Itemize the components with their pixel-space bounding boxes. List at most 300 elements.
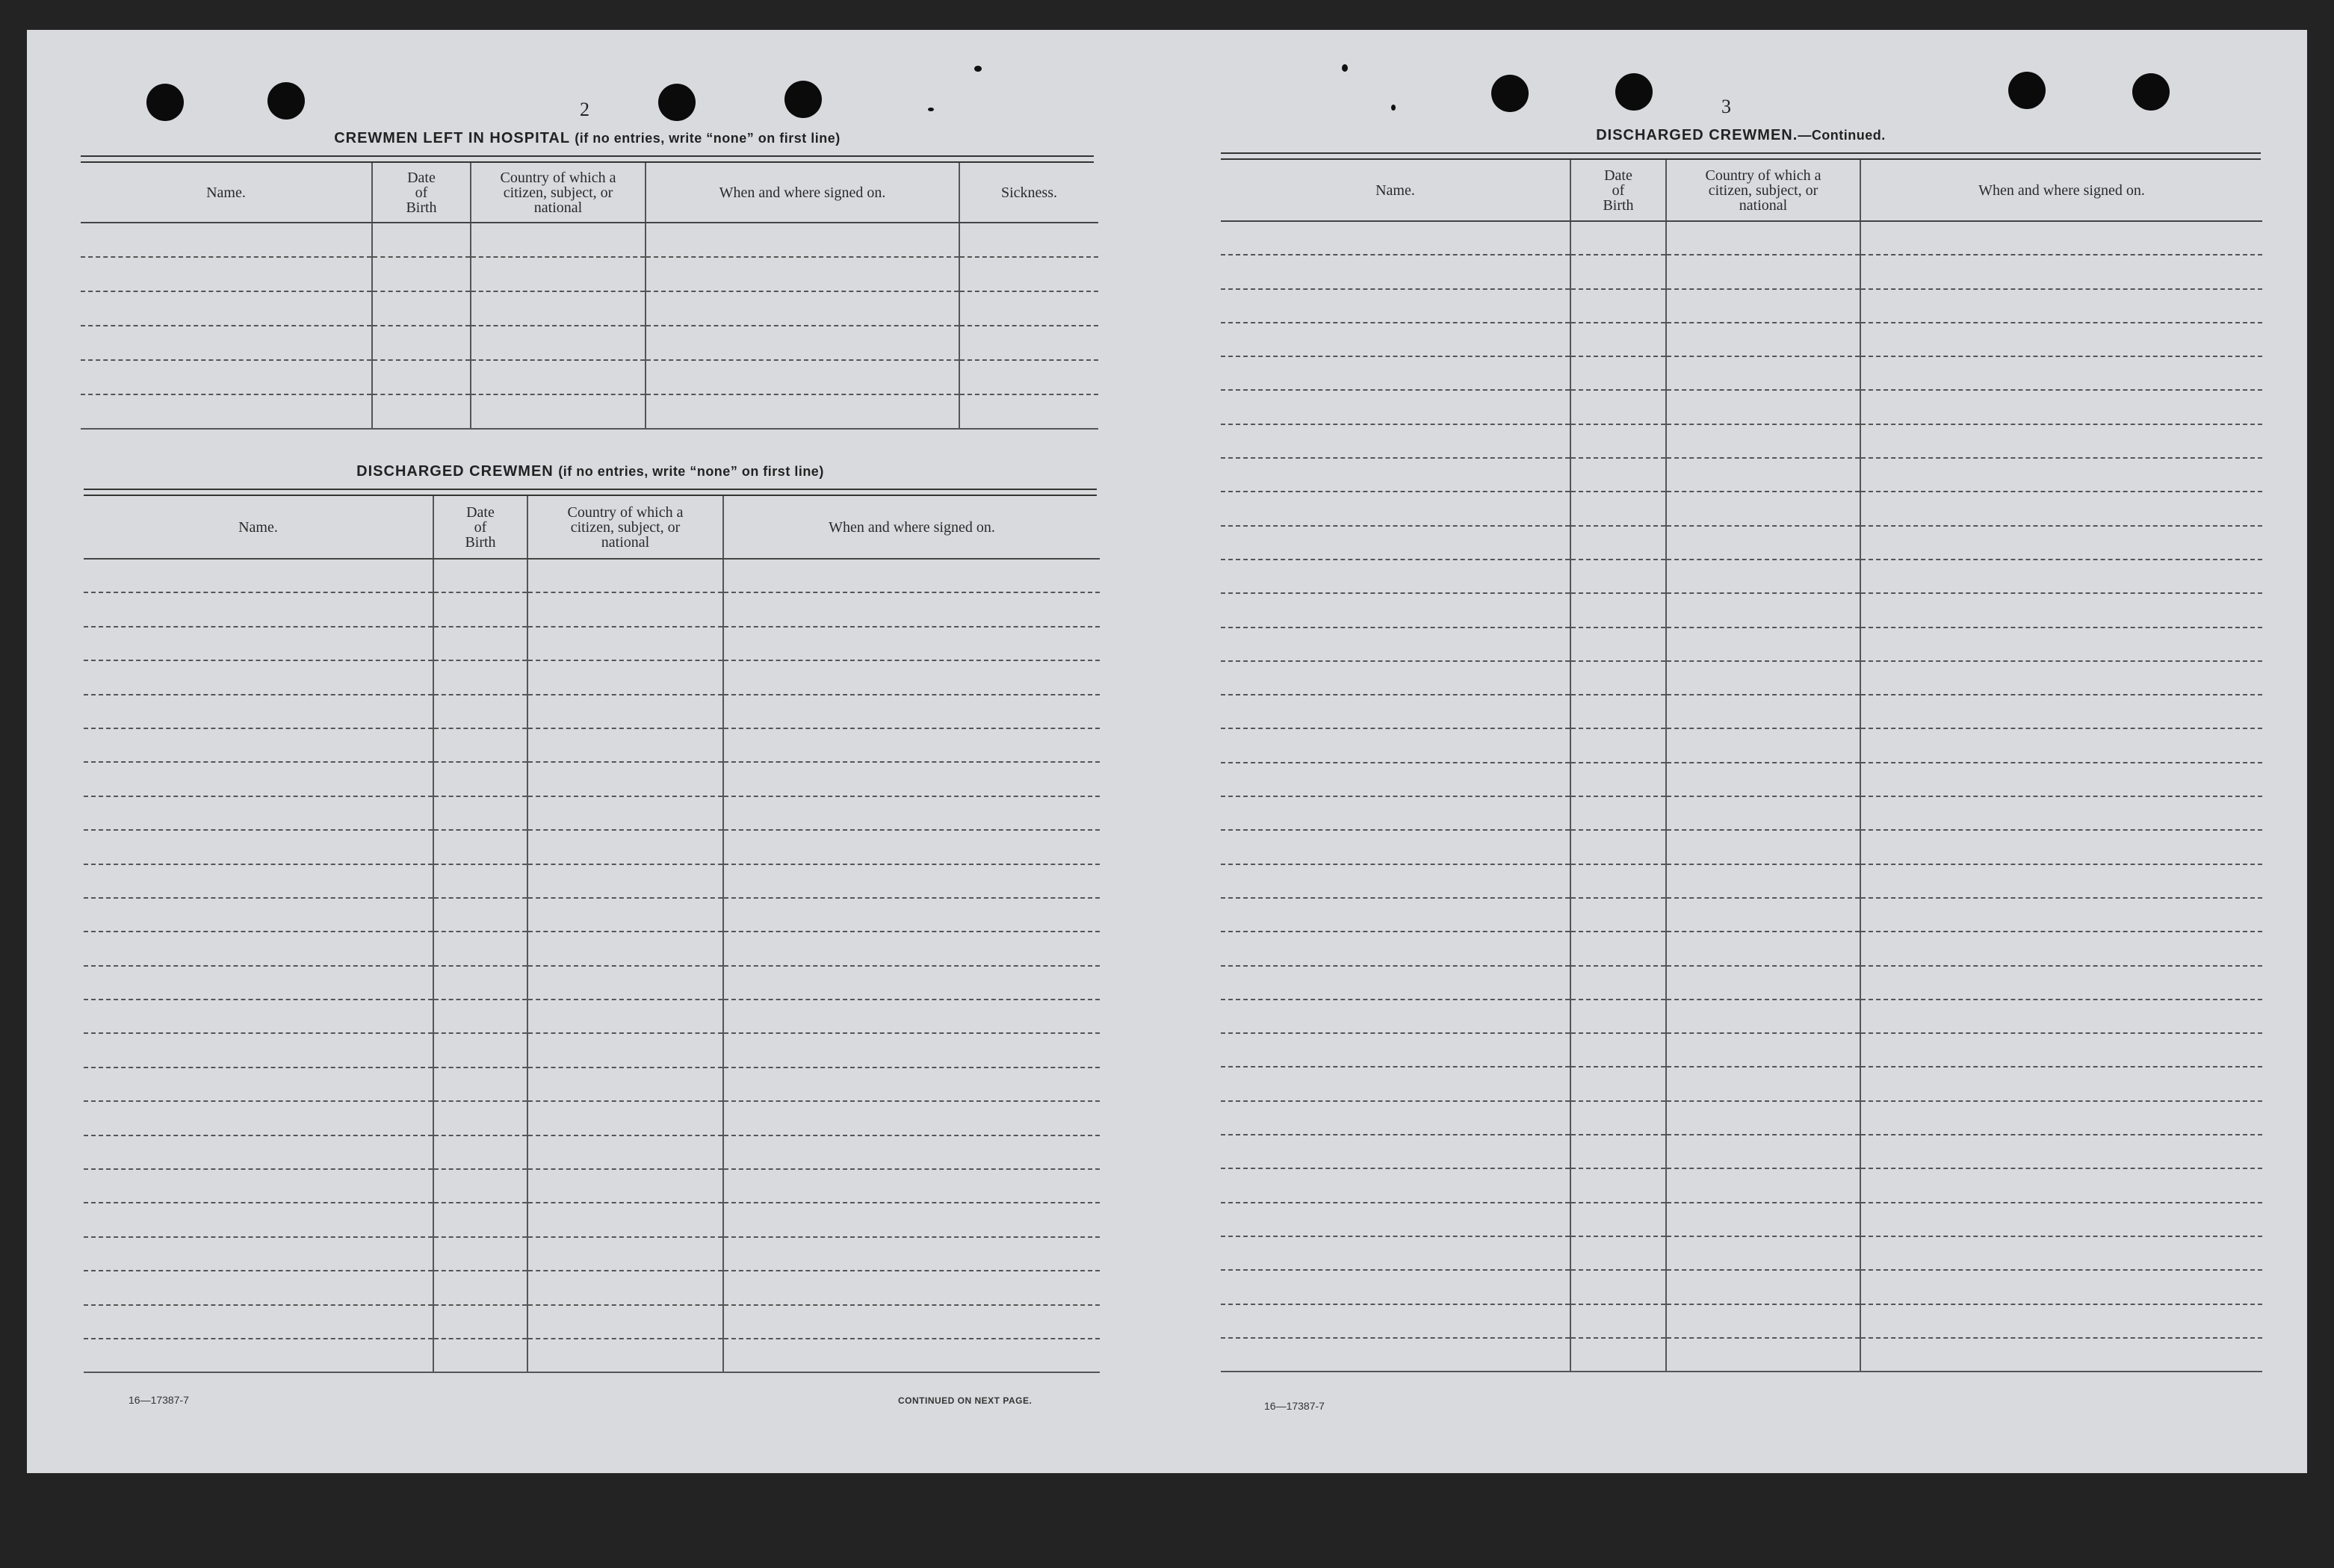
entry-cell-country[interactable]: [1666, 1304, 1860, 1338]
entry-cell-country[interactable]: [1666, 255, 1860, 288]
entry-cell-name[interactable]: [1221, 356, 1570, 390]
entry-cell-date-of-birth[interactable]: [1570, 424, 1666, 458]
entry-cell-country[interactable]: [1666, 526, 1860, 560]
header-line: of: [1612, 182, 1625, 199]
entry-cell-signed-on[interactable]: [1860, 221, 2262, 255]
entry-cell-date-of-birth[interactable]: [372, 394, 471, 429]
entry-cell-name[interactable]: [84, 1169, 433, 1203]
entry-cell-date-of-birth[interactable]: [1570, 560, 1666, 593]
entry-cell-date-of-birth[interactable]: [1570, 898, 1666, 932]
entry-cell-name[interactable]: [84, 1237, 433, 1271]
entry-cell-country[interactable]: [1666, 1000, 1860, 1033]
entry-cell-date-of-birth[interactable]: [433, 728, 527, 762]
table-row: [1221, 1203, 2262, 1236]
entry-cell-date-of-birth[interactable]: [1570, 492, 1666, 525]
entry-cell-country[interactable]: [527, 762, 723, 796]
entry-cell-name[interactable]: [84, 627, 433, 660]
entry-cell-name[interactable]: [1221, 560, 1570, 593]
entry-cell-signed-on[interactable]: [1860, 356, 2262, 390]
entry-cell-country[interactable]: [1666, 1236, 1860, 1270]
table-row: [1221, 255, 2262, 288]
entry-cell-name[interactable]: [84, 1000, 433, 1033]
entry-cell-date-of-birth[interactable]: [433, 1067, 527, 1101]
entry-cell-sickness[interactable]: [959, 291, 1098, 326]
entry-cell-country[interactable]: [527, 966, 723, 1000]
entry-cell-signed-on[interactable]: [723, 1271, 1100, 1304]
entry-cell-name[interactable]: [81, 360, 372, 394]
table-row: [84, 796, 1100, 830]
hospital-table: [81, 163, 1098, 430]
entry-cell-name[interactable]: [84, 830, 433, 864]
entry-cell-signed-on[interactable]: [1860, 830, 2262, 864]
table-row: [84, 1000, 1100, 1033]
entry-cell-signed-on[interactable]: [1860, 1000, 2262, 1033]
table-row: [1221, 1236, 2262, 1270]
entry-cell-signed-on[interactable]: [1860, 728, 2262, 762]
entry-cell-date-of-birth[interactable]: [1570, 323, 1666, 356]
table-row: [1221, 289, 2262, 323]
entry-cell-signed-on[interactable]: [723, 762, 1100, 796]
entry-cell-country[interactable]: [527, 559, 723, 592]
entry-cell-date-of-birth[interactable]: [433, 1271, 527, 1304]
entry-cell-date-of-birth[interactable]: [433, 1169, 527, 1203]
entry-cell-country[interactable]: [471, 394, 646, 429]
discharged-continued-title: [1222, 127, 2259, 144]
table-row: [84, 728, 1100, 762]
entry-cell-signed-on[interactable]: [1860, 1304, 2262, 1338]
entry-cell-name[interactable]: [84, 592, 433, 626]
entry-cell-signed-on[interactable]: [723, 728, 1100, 762]
entry-cell-date-of-birth[interactable]: [1570, 1101, 1666, 1135]
entry-cell-date-of-birth[interactable]: [433, 966, 527, 1000]
entry-cell-date-of-birth[interactable]: [1570, 458, 1666, 492]
entry-cell-name[interactable]: [84, 1271, 433, 1304]
entry-cell-name[interactable]: [1221, 661, 1570, 695]
entry-cell-date-of-birth[interactable]: [1570, 796, 1666, 830]
entry-cell-date-of-birth[interactable]: [1570, 1270, 1666, 1304]
entry-cell-signed-on[interactable]: [1860, 627, 2262, 661]
entry-cell-signed-on[interactable]: [1860, 661, 2262, 695]
entry-cell-signed-on[interactable]: [1860, 1135, 2262, 1168]
table-row: [84, 932, 1100, 965]
entry-cell-country[interactable]: [527, 728, 723, 762]
entry-cell-name[interactable]: [84, 864, 433, 898]
entry-cell-signed-on[interactable]: [646, 291, 959, 326]
entry-cell-country[interactable]: [1666, 932, 1860, 965]
header-line: national: [1739, 196, 1788, 214]
entry-cell-name[interactable]: [1221, 830, 1570, 864]
entry-cell-sickness[interactable]: [959, 394, 1098, 429]
entry-cell-date-of-birth[interactable]: [433, 1237, 527, 1271]
entry-cell-date-of-birth[interactable]: [433, 1135, 527, 1169]
entry-cell-signed-on[interactable]: [723, 1101, 1100, 1135]
entry-cell-country[interactable]: [1666, 1168, 1860, 1202]
entry-cell-date-of-birth[interactable]: [1570, 864, 1666, 898]
entry-cell-signed-on[interactable]: [1860, 1101, 2262, 1135]
entry-cell-country[interactable]: [1666, 356, 1860, 390]
entry-cell-date-of-birth[interactable]: [1570, 1338, 1666, 1372]
entry-cell-date-of-birth[interactable]: [1570, 289, 1666, 323]
entry-cell-name[interactable]: [81, 223, 372, 257]
entry-cell-name[interactable]: [1221, 728, 1570, 762]
entry-cell-date-of-birth[interactable]: [1570, 1203, 1666, 1236]
entry-cell-signed-on[interactable]: [1860, 864, 2262, 898]
entry-cell-country[interactable]: [1666, 864, 1860, 898]
entry-cell-name[interactable]: [1221, 424, 1570, 458]
column-header-signed-on: When and where signed on.: [1860, 160, 2262, 221]
entry-cell-signed-on[interactable]: [723, 1067, 1100, 1101]
entry-cell-country[interactable]: [471, 326, 646, 360]
discharged-header-rule: [84, 489, 1097, 496]
entry-cell-date-of-birth[interactable]: [1570, 695, 1666, 728]
entry-cell-date-of-birth[interactable]: [1570, 830, 1666, 864]
entry-cell-date-of-birth[interactable]: [1570, 1033, 1666, 1067]
entry-cell-country[interactable]: [527, 796, 723, 830]
entry-cell-name[interactable]: [84, 1339, 433, 1372]
entry-cell-date-of-birth[interactable]: [433, 1305, 527, 1339]
entry-cell-date-of-birth[interactable]: [1570, 763, 1666, 796]
entry-cell-country[interactable]: [527, 660, 723, 694]
entry-cell-signed-on[interactable]: [1860, 1236, 2262, 1270]
right-header-rule: [1221, 152, 2261, 160]
entry-cell-date-of-birth[interactable]: [433, 796, 527, 830]
entry-cell-date-of-birth[interactable]: [1570, 966, 1666, 1000]
entry-cell-date-of-birth[interactable]: [1570, 627, 1666, 661]
entry-cell-name[interactable]: [84, 1203, 433, 1236]
entry-cell-signed-on[interactable]: [1860, 492, 2262, 525]
entry-cell-name[interactable]: [1221, 796, 1570, 830]
entry-cell-name[interactable]: [84, 1033, 433, 1067]
entry-cell-name[interactable]: [1221, 593, 1570, 627]
entry-cell-date-of-birth[interactable]: [1570, 728, 1666, 762]
entry-cell-sickness[interactable]: [959, 223, 1098, 257]
table-row: [81, 360, 1098, 394]
discharged-section-title: [84, 463, 1097, 480]
entry-cell-date-of-birth[interactable]: [433, 762, 527, 796]
table-row: [84, 695, 1100, 728]
entry-cell-signed-on[interactable]: [1860, 593, 2262, 627]
entry-cell-signed-on[interactable]: [646, 257, 959, 291]
entry-cell-country[interactable]: [527, 898, 723, 932]
entry-cell-date-of-birth[interactable]: [1570, 1304, 1666, 1338]
entry-cell-name[interactable]: [1221, 932, 1570, 965]
entry-cell-date-of-birth[interactable]: [433, 660, 527, 694]
entry-cell-name[interactable]: [1221, 1270, 1570, 1304]
entry-cell-signed-on[interactable]: [1860, 796, 2262, 830]
entry-cell-signed-on[interactable]: [1860, 1338, 2262, 1372]
entry-cell-signed-on[interactable]: [1860, 1270, 2262, 1304]
entry-cell-country[interactable]: [527, 1271, 723, 1304]
entry-cell-country[interactable]: [527, 695, 723, 728]
table-row: [84, 592, 1100, 626]
entry-cell-country[interactable]: [527, 864, 723, 898]
entry-cell-date-of-birth[interactable]: [372, 291, 471, 326]
entry-cell-name[interactable]: [1221, 255, 1570, 288]
entry-cell-country[interactable]: [527, 830, 723, 864]
entry-cell-date-of-birth[interactable]: [372, 223, 471, 257]
entry-cell-country[interactable]: [527, 1067, 723, 1101]
entry-cell-country[interactable]: [527, 627, 723, 660]
entry-cell-signed-on[interactable]: [723, 1305, 1100, 1339]
entry-cell-signed-on[interactable]: [646, 223, 959, 257]
entry-cell-name[interactable]: [84, 1067, 433, 1101]
entry-cell-country[interactable]: [1666, 661, 1860, 695]
entry-cell-signed-on[interactable]: [646, 360, 959, 394]
table-row: [81, 291, 1098, 326]
entry-cell-date-of-birth[interactable]: [433, 695, 527, 728]
entry-cell-country[interactable]: [1666, 1135, 1860, 1168]
entry-cell-date-of-birth[interactable]: [1570, 526, 1666, 560]
table-row: [1221, 1033, 2262, 1067]
entry-cell-country[interactable]: [1666, 627, 1860, 661]
entry-cell-date-of-birth[interactable]: [1570, 356, 1666, 390]
entry-cell-date-of-birth[interactable]: [1570, 661, 1666, 695]
entry-cell-country[interactable]: [471, 291, 646, 326]
entry-cell-date-of-birth[interactable]: [433, 830, 527, 864]
entry-cell-country[interactable]: [527, 1135, 723, 1169]
entry-cell-sickness[interactable]: [959, 360, 1098, 394]
entry-cell-country[interactable]: [1666, 1033, 1860, 1067]
entry-cell-name[interactable]: [1221, 1101, 1570, 1135]
entry-cell-country[interactable]: [1666, 221, 1860, 255]
entry-cell-country[interactable]: [1666, 492, 1860, 525]
entry-cell-signed-on[interactable]: [1860, 1203, 2262, 1236]
entry-cell-name[interactable]: [1221, 526, 1570, 560]
entry-cell-country[interactable]: [1666, 728, 1860, 762]
entry-cell-name[interactable]: [84, 1305, 433, 1339]
entry-cell-date-of-birth[interactable]: [1570, 1000, 1666, 1033]
entry-cell-signed-on[interactable]: [723, 627, 1100, 660]
entry-cell-country[interactable]: [1666, 593, 1860, 627]
entry-cell-signed-on[interactable]: [723, 796, 1100, 830]
entry-cell-signed-on[interactable]: [1860, 458, 2262, 492]
form-sheet: [27, 30, 2307, 1473]
entry-cell-name[interactable]: [1221, 898, 1570, 932]
entry-cell-date-of-birth[interactable]: [433, 1000, 527, 1033]
table-row: [1221, 424, 2262, 458]
entry-cell-name[interactable]: [1221, 1338, 1570, 1372]
entry-cell-signed-on[interactable]: [1860, 390, 2262, 424]
entry-cell-name[interactable]: [1221, 1000, 1570, 1033]
entry-cell-name[interactable]: [1221, 966, 1570, 1000]
entry-cell-country[interactable]: [1666, 1270, 1860, 1304]
entry-cell-country[interactable]: [1666, 1203, 1860, 1236]
entry-cell-country[interactable]: [1666, 289, 1860, 323]
entry-cell-signed-on[interactable]: [1860, 424, 2262, 458]
entry-cell-country[interactable]: [1666, 966, 1860, 1000]
entry-cell-country[interactable]: [527, 1203, 723, 1236]
entry-cell-signed-on[interactable]: [723, 1000, 1100, 1033]
entry-cell-date-of-birth[interactable]: [1570, 1236, 1666, 1270]
entry-cell-signed-on[interactable]: [723, 1135, 1100, 1169]
table-row: [1221, 1000, 2262, 1033]
column-header-country: [527, 496, 723, 559]
entry-cell-date-of-birth[interactable]: [1570, 390, 1666, 424]
entry-cell-date-of-birth[interactable]: [372, 257, 471, 291]
entry-cell-name[interactable]: [1221, 1203, 1570, 1236]
entry-cell-signed-on[interactable]: [1860, 1168, 2262, 1202]
entry-cell-signed-on[interactable]: [1860, 323, 2262, 356]
entry-cell-signed-on[interactable]: [723, 1033, 1100, 1067]
entry-cell-signed-on[interactable]: [723, 1339, 1100, 1372]
entry-cell-country[interactable]: [1666, 560, 1860, 593]
entry-cell-name[interactable]: [1221, 1033, 1570, 1067]
table-row: [1221, 458, 2262, 492]
entry-cell-date-of-birth[interactable]: [433, 1033, 527, 1067]
entry-cell-date-of-birth[interactable]: [1570, 593, 1666, 627]
entry-cell-sickness[interactable]: [959, 326, 1098, 360]
entry-cell-signed-on[interactable]: [723, 1203, 1100, 1236]
entry-cell-date-of-birth[interactable]: [1570, 221, 1666, 255]
entry-cell-signed-on[interactable]: [1860, 255, 2262, 288]
entry-cell-name[interactable]: [1221, 289, 1570, 323]
entry-cell-signed-on[interactable]: [723, 660, 1100, 694]
form-number-left: 16—17387-7: [129, 1394, 189, 1406]
entry-cell-name[interactable]: [1221, 221, 1570, 255]
entry-cell-date-of-birth[interactable]: [433, 1339, 527, 1372]
entry-cell-date-of-birth[interactable]: [1570, 1067, 1666, 1100]
entry-cell-name[interactable]: [84, 796, 433, 830]
entry-cell-name[interactable]: [1221, 390, 1570, 424]
entry-cell-name[interactable]: [84, 559, 433, 592]
entry-cell-date-of-birth[interactable]: [433, 592, 527, 626]
entry-cell-signed-on[interactable]: [723, 1237, 1100, 1271]
entry-cell-name[interactable]: [84, 966, 433, 1000]
entry-cell-country[interactable]: [1666, 390, 1860, 424]
table-row: [84, 1203, 1100, 1236]
entry-cell-signed-on[interactable]: [723, 695, 1100, 728]
entry-cell-country[interactable]: [1666, 323, 1860, 356]
entry-cell-country[interactable]: [1666, 695, 1860, 728]
entry-cell-country[interactable]: [527, 1000, 723, 1033]
entry-cell-country[interactable]: [527, 1033, 723, 1067]
entry-cell-date-of-birth[interactable]: [433, 559, 527, 592]
entry-cell-signed-on[interactable]: [723, 592, 1100, 626]
entry-cell-name[interactable]: [84, 898, 433, 932]
entry-cell-name[interactable]: [81, 326, 372, 360]
entry-cell-name[interactable]: [1221, 763, 1570, 796]
table-row: [1221, 627, 2262, 661]
entry-cell-sickness[interactable]: [959, 257, 1098, 291]
table-row: [81, 257, 1098, 291]
entry-cell-name[interactable]: [84, 1101, 433, 1135]
entry-cell-signed-on[interactable]: [1860, 695, 2262, 728]
entry-cell-signed-on[interactable]: [1860, 898, 2262, 932]
entry-cell-name[interactable]: [1221, 695, 1570, 728]
entry-cell-date-of-birth[interactable]: [433, 864, 527, 898]
entry-cell-country[interactable]: [471, 257, 646, 291]
entry-cell-name[interactable]: [84, 660, 433, 694]
entry-cell-date-of-birth[interactable]: [1570, 1168, 1666, 1202]
entry-cell-signed-on[interactable]: [723, 1169, 1100, 1203]
entry-cell-date-of-birth[interactable]: [1570, 932, 1666, 965]
entry-cell-date-of-birth[interactable]: [433, 1101, 527, 1135]
entry-cell-country[interactable]: [471, 360, 646, 394]
entry-cell-name[interactable]: [1221, 492, 1570, 525]
entry-cell-signed-on[interactable]: [1860, 1067, 2262, 1100]
entry-cell-name[interactable]: [1221, 1067, 1570, 1100]
entry-cell-signed-on[interactable]: [1860, 763, 2262, 796]
entry-cell-country[interactable]: [527, 592, 723, 626]
entry-cell-name[interactable]: [1221, 627, 1570, 661]
ink-speck: [1391, 105, 1396, 111]
entry-cell-signed-on[interactable]: [1860, 289, 2262, 323]
table-row: [84, 660, 1100, 694]
entry-cell-date-of-birth[interactable]: [433, 1203, 527, 1236]
entry-cell-date-of-birth[interactable]: [1570, 1135, 1666, 1168]
entry-cell-country[interactable]: [527, 1237, 723, 1271]
entry-cell-name[interactable]: [81, 291, 372, 326]
table-row: [84, 966, 1100, 1000]
entry-cell-name[interactable]: [84, 695, 433, 728]
entry-cell-country[interactable]: [527, 1169, 723, 1203]
entry-cell-signed-on[interactable]: [1860, 1033, 2262, 1067]
entry-cell-signed-on[interactable]: [1860, 932, 2262, 965]
entry-cell-date-of-birth[interactable]: [433, 627, 527, 660]
entry-cell-name[interactable]: [1221, 1135, 1570, 1168]
entry-cell-country[interactable]: [527, 1305, 723, 1339]
entry-cell-country[interactable]: [1666, 796, 1860, 830]
entry-cell-country[interactable]: [1666, 424, 1860, 458]
entry-cell-country[interactable]: [1666, 763, 1860, 796]
entry-cell-signed-on[interactable]: [646, 326, 959, 360]
entry-cell-date-of-birth[interactable]: [372, 360, 471, 394]
entry-cell-country[interactable]: [1666, 830, 1860, 864]
punch-hole: [2132, 73, 2170, 111]
entry-cell-signed-on[interactable]: [1860, 560, 2262, 593]
entry-cell-country[interactable]: [1666, 458, 1860, 492]
entry-cell-country[interactable]: [471, 223, 646, 257]
entry-cell-date-of-birth[interactable]: [433, 898, 527, 932]
entry-cell-signed-on[interactable]: [723, 932, 1100, 965]
entry-cell-name[interactable]: [1221, 458, 1570, 492]
entry-cell-date-of-birth[interactable]: [1570, 255, 1666, 288]
entry-cell-country[interactable]: [527, 932, 723, 965]
entry-cell-signed-on[interactable]: [723, 966, 1100, 1000]
entry-cell-name[interactable]: [1221, 1236, 1570, 1270]
entry-cell-country[interactable]: [527, 1339, 723, 1372]
entry-cell-name[interactable]: [84, 932, 433, 965]
entry-cell-signed-on[interactable]: [723, 830, 1100, 864]
entry-cell-date-of-birth[interactable]: [433, 932, 527, 965]
entry-cell-name[interactable]: [1221, 323, 1570, 356]
table-row: [84, 864, 1100, 898]
entry-cell-country[interactable]: [1666, 1067, 1860, 1100]
entry-cell-country[interactable]: [1666, 1338, 1860, 1372]
entry-cell-country[interactable]: [1666, 898, 1860, 932]
entry-cell-signed-on[interactable]: [646, 394, 959, 429]
entry-cell-name[interactable]: [84, 762, 433, 796]
entry-cell-signed-on[interactable]: [723, 864, 1100, 898]
entry-cell-signed-on[interactable]: [1860, 966, 2262, 1000]
table-row: [1221, 221, 2262, 255]
entry-cell-name[interactable]: [84, 728, 433, 762]
entry-cell-name[interactable]: [81, 257, 372, 291]
entry-cell-date-of-birth[interactable]: [372, 326, 471, 360]
entry-cell-signed-on[interactable]: [723, 559, 1100, 592]
entry-cell-signed-on[interactable]: [723, 898, 1100, 932]
header-line: Birth: [465, 533, 496, 551]
header-line: Country of which a: [500, 169, 616, 186]
entry-cell-country[interactable]: [527, 1101, 723, 1135]
entry-cell-name[interactable]: [84, 1135, 433, 1169]
entry-cell-name[interactable]: [1221, 864, 1570, 898]
entry-cell-name[interactable]: [1221, 1168, 1570, 1202]
entry-cell-name[interactable]: [81, 394, 372, 429]
entry-cell-country[interactable]: [1666, 1101, 1860, 1135]
entry-cell-signed-on[interactable]: [1860, 526, 2262, 560]
entry-cell-name[interactable]: [1221, 1304, 1570, 1338]
